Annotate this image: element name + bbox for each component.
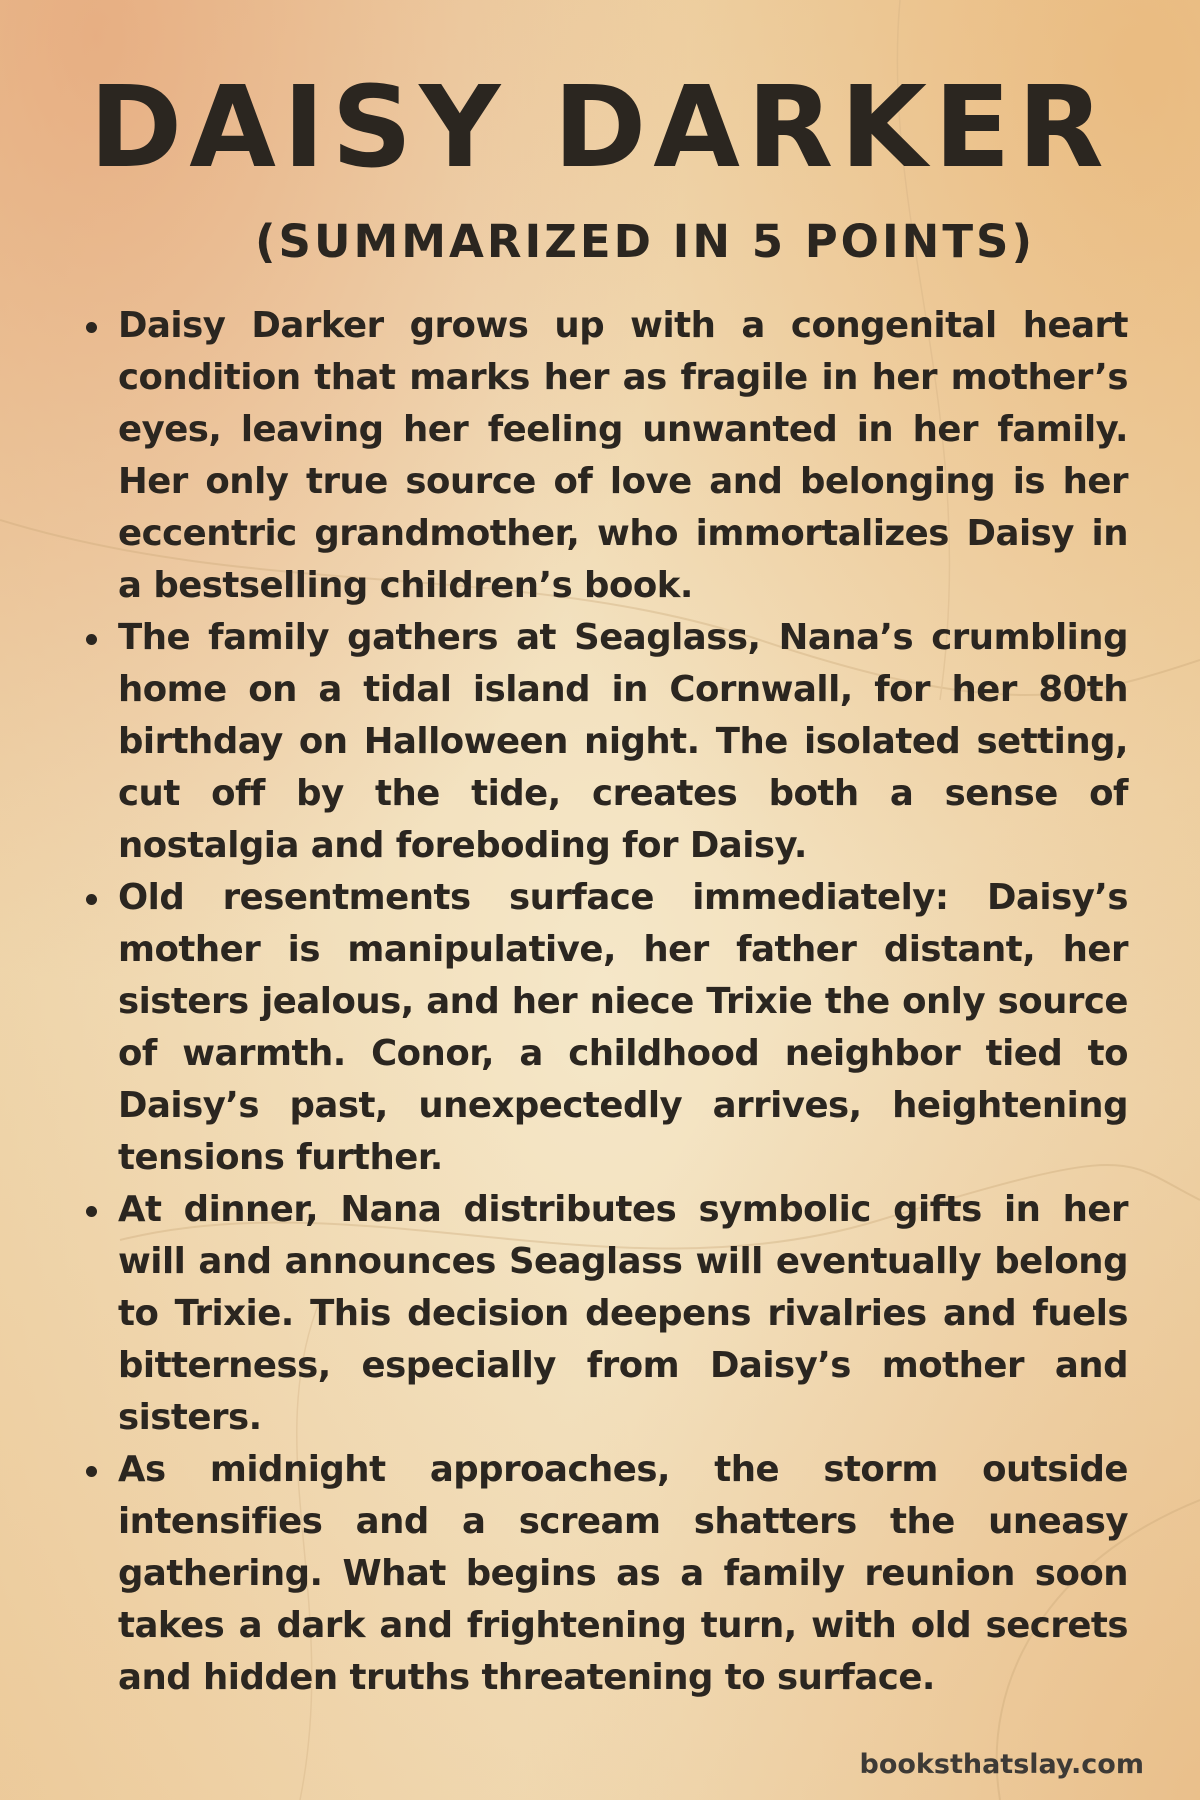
bullet-dot-icon — [86, 894, 97, 905]
summary-point-text: The family gathers at Seaglass, Nana’s crumbling home on a tidal island in Cornwall, for her 80th birthday on Halloween night. The isolated setting, cut off by the tide, creates both a sense of nostalgia and foreboding for Daisy. — [118, 617, 1128, 866]
summary-point-4 — [118, 1184, 1128, 1444]
summary-point-text: As midnight approaches, the storm outside intensifies and a scream shatters the uneasy gathering. What begins as a family reunion soon takes a dark and frightening turn, with old secrets and hidden truths threatening to surface. — [118, 1449, 1128, 1698]
bullet-dot-icon — [86, 322, 97, 333]
site-credit: booksthatslay.com — [859, 1749, 1144, 1780]
book-title: DAISY DARKER — [89, 63, 1111, 193]
summary-subtitle: (SUMMARIZED IN 5 POINTS) — [254, 215, 1036, 268]
summary-point-text: Old resentments surface immediately: Daisy’s mother is manipulative, her father distant, her sisters jealous, and her niece Trixie the only source of warmth. Conor, a childhood neighbor tied to Daisy’s past, unexpectedly arrives, heightening tensions further. — [118, 877, 1128, 1178]
summary-point-2 — [118, 612, 1128, 872]
bullet-dot-icon — [86, 634, 97, 645]
summary-point-text: At dinner, Nana distributes symbolic gifts in her will and announces Seaglass will eventually belong to Trixie. This decision deepens rivalries and fuels bitterness, especially from Daisy’s mother and sisters. — [118, 1189, 1128, 1438]
summary-point-5 — [118, 1444, 1128, 1704]
summary-point-text: Daisy Darker grows up with a congenital heart condition that marks her as fragile in her mother’s eyes, leaving her feeling unwanted in her family. Her only true source of love and belonging is her eccentric grandmother, who immortalizes Daisy in a bestselling children’s book. — [118, 305, 1128, 606]
summary-point-3 — [118, 872, 1128, 1184]
bullet-dot-icon — [86, 1466, 97, 1477]
summary-point-1 — [118, 300, 1128, 612]
summary-points-list — [84, 300, 1128, 1704]
bullet-dot-icon — [86, 1206, 97, 1217]
